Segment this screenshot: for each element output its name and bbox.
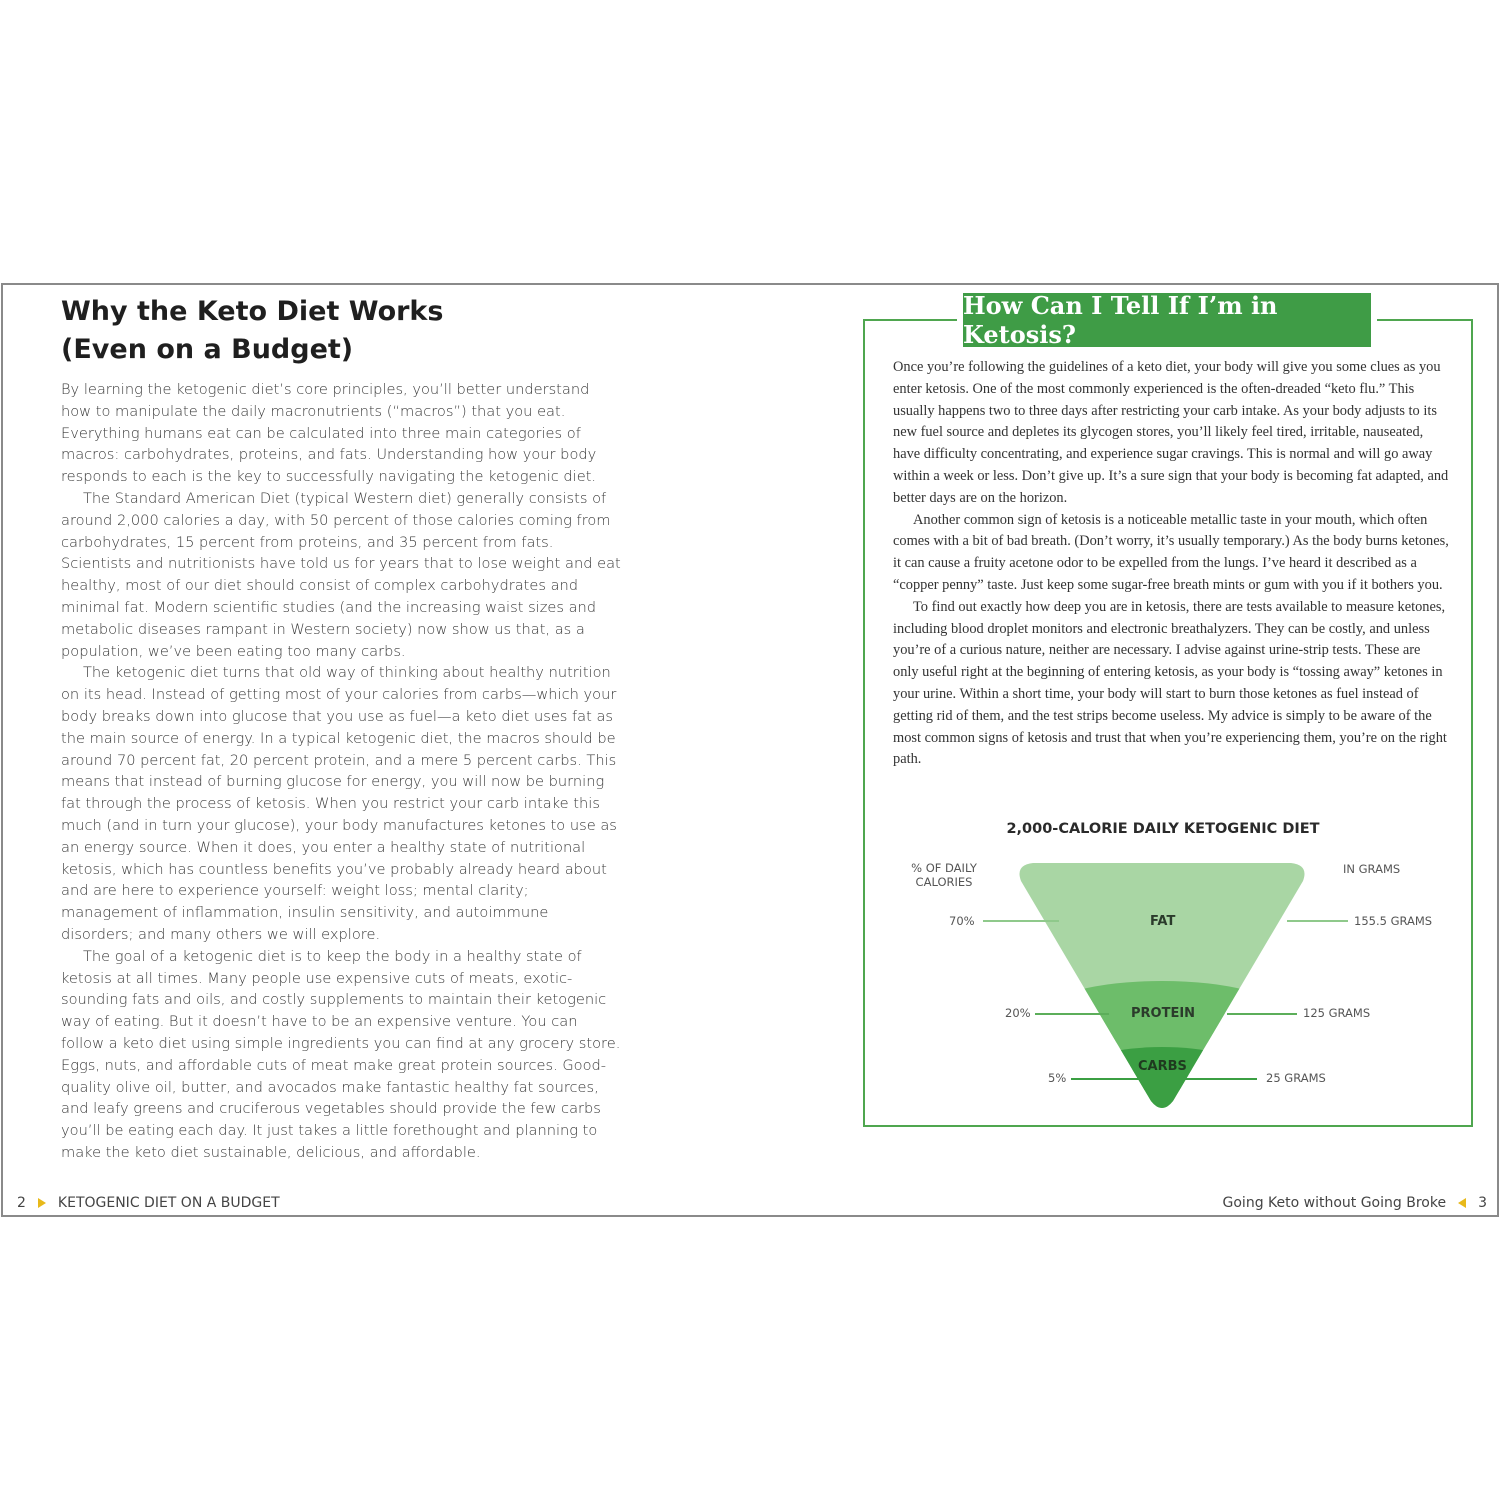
protein-grams: 125 GRAMS bbox=[1303, 1006, 1371, 1020]
right-paragraph-1: Once you’re following the guidelines of a keto diet, your body will give you some clues as you enter ketosis. One of the most commonly experienced is the often-dreaded “keto flu.” This usually happens two to three days after restricting your carb intake. As your body adjusts to its new fuel source and depletes its glycogen stores, you’ll likely feel tired, irritable, nauseated, have difficulty concentrating, and experience sugar cravings. This is normal and will go away within a week or less. Don’t give up. It’s a sure sign that your body is becoming fat adapted, and better days are on the horizon. bbox=[893, 359, 1449, 506]
left-paragraph-3: The ketogenic diet turns that old way of thinking about healthy nutrition on its head. Instead of getting most of your calories from carbs—which your body breaks down into glucose that you use as fuel—a keto diet uses fat as the main source of energy. In a typical ketogenic diet, the macros should be around 70 percent fat, 20 percent protein, and a mere 5 percent carbs. This means that instead of burning glucose for energy, you will now be burning fat through the process of ketosis. When you restrict your carb intake this much (and in turn your glucose), your body manufactures ketones to use as an energy source. When it does, you enter a healthy state of nutritional ketosis, which has countless benefits you’ve probably already heard about and are here to experience yourself: weight loss; mental clarity; management of inflammation, insulin sensitivity, and autoimmune disorders; and many others we will explore. bbox=[61, 664, 617, 943]
protein-percent: 20% bbox=[1005, 1006, 1031, 1020]
carbs-grams: 25 GRAMS bbox=[1266, 1071, 1326, 1085]
right-running-title: Going Keto without Going Broke bbox=[1222, 1195, 1447, 1211]
left-header-line-2: CALORIES bbox=[915, 875, 973, 889]
keto-macro-diagram bbox=[903, 815, 1453, 1115]
carbs-percent: 5% bbox=[1048, 1071, 1067, 1085]
left-body-text bbox=[61, 379, 621, 1164]
left-header-line-1: % OF DAILY bbox=[911, 861, 977, 875]
sidebar-title: How Can I Tell If I’m in Ketosis? bbox=[957, 293, 1377, 347]
left-paragraph-4: The goal of a ketogenic diet is to keep the body in a healthy state of ketosis at all times. Many people use expensive cuts of meats, exotic-sounding fats and oils, and costly supplements to maintain their ketogenic way of eating. But it doesn’t have to be an expensive venture. You can follow a keto diet using simple ingredients you can find at any grocery store. Eggs, nuts, and affordable cuts of meat make great protein sources. Good-quality olive oil, butter, and avocados make fantastic healthy fat sources, and leafy greens and cruciferous vegetables should provide the few carbs you’ll be eating each day. It just takes a little forethought and planning to make the keto diet sustainable, delicious, and affordable. bbox=[61, 947, 621, 1161]
fat-percent: 70% bbox=[949, 914, 975, 928]
right-paragraph-2: Another common sign of ketosis is a noticeable metallic taste in your mouth, which often comes with a bit of bad breath. (Don’t worry, it’s usually temporary.) As the body burns ketones, it can cause a fruity acetone odor to be expelled from the lungs. I’ve heard it described as a “copper penny” taste. Just keep some sugar-free breath mints or gum with you if it bothers you. bbox=[893, 511, 1449, 593]
sidebar-body-text bbox=[893, 357, 1449, 771]
right-column-header: IN GRAMS bbox=[1343, 862, 1401, 876]
left-page-number: 2 bbox=[17, 1195, 26, 1211]
left-arrow-icon bbox=[1458, 1198, 1466, 1208]
left-running-title: KETOGENIC DIET ON A BUDGET bbox=[57, 1195, 280, 1211]
fat-label: FAT bbox=[1150, 914, 1176, 929]
heading-line-1: Why the Keto Diet Works bbox=[61, 296, 444, 327]
left-paragraph-2: The Standard American Diet (typical Western diet) generally consists of around 2,000 calories a day, with 50 percent of those calories coming from carbohydrates, 15 percent from proteins, and 35 percent from fats. Scientists and nutritionists have told us for years that to lose weight and eat healthy, most of our diet should consist of complex carbohydrates and minimal fat. Modern scientific studies (and the increasing waist sizes and metabolic diseases rampant in Western society) now show us that, as a population, we’ve been eating too many carbs. bbox=[61, 489, 621, 660]
right-footer bbox=[1223, 1195, 1487, 1211]
protein-label: PROTEIN bbox=[1131, 1006, 1196, 1021]
right-page-number: 3 bbox=[1478, 1195, 1487, 1211]
left-paragraph-1: By learning the ketogenic diet’s core principles, you’ll better understand how to manipulate the daily macronutrients (“macros”) that you eat. Everything humans eat can be calculated into three main categories of macros: carbohydrates, proteins, and fats. Understanding how your body responds to each is the key to successfully navigating the ketogenic diet. bbox=[61, 381, 597, 486]
right-arrow-icon bbox=[38, 1198, 46, 1208]
page-heading bbox=[61, 293, 581, 369]
book-spread bbox=[1, 283, 1499, 1217]
carbs-label: CARBS bbox=[1138, 1059, 1187, 1074]
left-footer bbox=[17, 1195, 280, 1211]
fat-grams: 155.5 GRAMS bbox=[1354, 914, 1433, 928]
heading-line-2: (Even on a Budget) bbox=[61, 334, 354, 365]
left-column-header bbox=[909, 861, 979, 889]
diagram-title: 2,000-CALORIE DAILY KETOGENIC DIET bbox=[1006, 821, 1320, 837]
right-paragraph-3: To find out exactly how deep you are in ketosis, there are tests available to measure ketones, including blood droplet monitors and electronic breathalyzers. They can be costly, and unless you’re of a curious nature, neither are necessary. I advise against urine-strip tests. These are only useful right at the beginning of entering ketosis, as your body is “tossing away” ketones in your urine. Within a short time, your body will start to burn those ketones as fuel instead of getting rid of them, and the test strips become useless. My advice is simply to be aware of the most common signs of ketosis and trust that when you’re experiencing them, you’re on the right path. bbox=[893, 598, 1447, 768]
